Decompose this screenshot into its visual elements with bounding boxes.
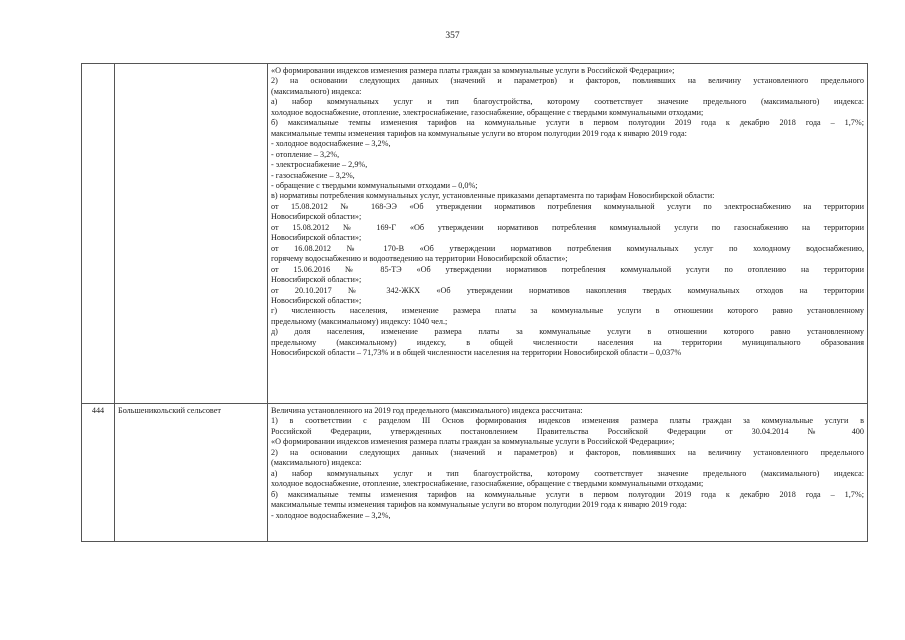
text-line: холодное водоснабжение, отопление, электроснабжение, газоснабжение, обращение с твердыми коммунальными отходами; bbox=[271, 107, 704, 117]
text-line: Новосибирской области»; bbox=[271, 212, 362, 222]
text-line: - отопление – 3,2%, bbox=[271, 149, 340, 159]
page-number: 357 bbox=[445, 31, 460, 41]
text-line: Новосибирской области»; bbox=[271, 275, 362, 285]
text-line: предельному (максимальному) индексу: 1040 чел.; bbox=[271, 316, 448, 326]
document-table bbox=[81, 63, 868, 542]
description-cell bbox=[268, 64, 868, 404]
description-cell bbox=[268, 404, 868, 542]
text-line: - холодное водоснабжение – 3,2%, bbox=[271, 510, 391, 520]
text-line: (максимального) индекса: bbox=[271, 86, 362, 96]
text-line: максимальные темпы изменения тарифов на коммунальные услуги во втором полугодии 2019 года к январю 2019 года: bbox=[271, 500, 687, 510]
text-line: 2) на основании следующих данных (значений и параметров) и факторов, повлиявших на величину установленного предельного bbox=[271, 76, 864, 86]
text-line: «О формировании индексов изменения размера платы граждан за коммунальные услуги в Российской Федерации»; bbox=[271, 437, 675, 447]
table-row bbox=[82, 64, 868, 404]
text-line: (максимального) индекса: bbox=[271, 458, 362, 468]
row-number-cell bbox=[82, 64, 115, 404]
text-line: 1) в соответствии с разделом III Основ формирования индексов изменения размера платы граждан за коммунальные услуги в bbox=[271, 416, 864, 426]
text-line: горячему водоснабжению и водоотведению на территории Новосибирской области»; bbox=[271, 254, 568, 264]
text-line: максимальные темпы изменения тарифов на коммунальные услуги во втором полугодии 2019 года к январю 2019 года: bbox=[271, 128, 687, 138]
text-line: г) численность населения, изменение размера платы за коммунальные услуги в отношении которого равно установленному bbox=[271, 306, 864, 316]
text-line: - холодное водоснабжение – 3,2%, bbox=[271, 139, 391, 149]
text-line: от 20.10.2017 № 342-ЖКХ «Об утверждении нормативов накопления твердых коммунальных отходов на территории bbox=[271, 285, 864, 295]
row-number-cell: 444 bbox=[82, 404, 115, 542]
municipality-name-cell bbox=[115, 64, 268, 404]
text-line: - электроснабжение – 2,9%, bbox=[271, 160, 368, 170]
text-line: 2) на основании следующих данных (значений и параметров) и факторов, повлиявших на величину установленного предельного bbox=[271, 447, 864, 457]
text-line: - обращение с твердыми коммунальными отходами – 0,0%; bbox=[271, 180, 478, 190]
text-line: холодное водоснабжение, отопление, электроснабжение, газоснабжение, обращение с твердыми коммунальными отходами; bbox=[271, 479, 704, 489]
text-line: д) доля населения, изменение размера платы за коммунальные услуги в отношении которого равно установленному bbox=[271, 327, 864, 337]
text-line: от 15.06.2016 № 85-ТЭ «Об утверждении нормативов потребления коммунальной услуги по отоплению на территории bbox=[271, 264, 864, 274]
text-line: «О формировании индексов изменения размера платы граждан за коммунальные услуги в Российской Федерации»; bbox=[271, 66, 675, 75]
text-line: Российской Федерации, утвержденных постановлением Правительства Российской Федерации от 30.04.2014 № 400 bbox=[271, 426, 864, 436]
text-line: Новосибирской области»; bbox=[271, 295, 362, 305]
text-line: от 15.08.2012 № 168-ЭЭ «Об утверждении нормативов потребления коммунальной услуги по электроснабжению на территории bbox=[271, 201, 864, 211]
text-line: Новосибирской области – 71,73% и в общей численности населения на территории Новосибирской области – 0,037% bbox=[271, 348, 682, 358]
text-line: Величина установленного на 2019 год предельного (максимального) индекса рассчитана: bbox=[271, 406, 583, 415]
municipality-name-cell: Большеникольский сельсовет bbox=[115, 404, 268, 542]
text-line: б) максимальные темпы изменения тарифов на коммунальные услуги в первом полугодии 2019 года к декабрю 2018 года – 1,7%; bbox=[271, 489, 864, 499]
text-line: а) набор коммунальных услуг и тип благоустройства, которому соответствует значение предельного (максимального) индекса: bbox=[271, 97, 864, 107]
text-line: б) максимальные темпы изменения тарифов на коммунальные услуги в первом полугодии 2019 года к декабрю 2018 года – 1,7%; bbox=[271, 118, 864, 128]
text-line: в) нормативы потребления коммунальных услуг, установленные приказами департамента по тарифам Новосибирской области: bbox=[271, 191, 715, 201]
table-row bbox=[82, 404, 868, 542]
text-line: - газоснабжение – 3,2%, bbox=[271, 170, 355, 180]
text-line: от 15.08.2012 № 169-Г «Об утверждении нормативов потребления коммунальной услуги по газоснабжению на территории bbox=[271, 222, 864, 232]
text-line: предельному (максимальному) индексу, в общей численности населения на территории муниципального образования bbox=[271, 337, 864, 347]
text-line: от 16.08.2012 № 170-В «Об утверждении нормативов потребления коммунальных услуг по холодному водоснабжению, bbox=[271, 243, 864, 253]
text-line: а) набор коммунальных услуг и тип благоустройства, которому соответствует значение предельного (максимального) индекса: bbox=[271, 468, 864, 478]
text-line: Новосибирской области»; bbox=[271, 233, 362, 243]
